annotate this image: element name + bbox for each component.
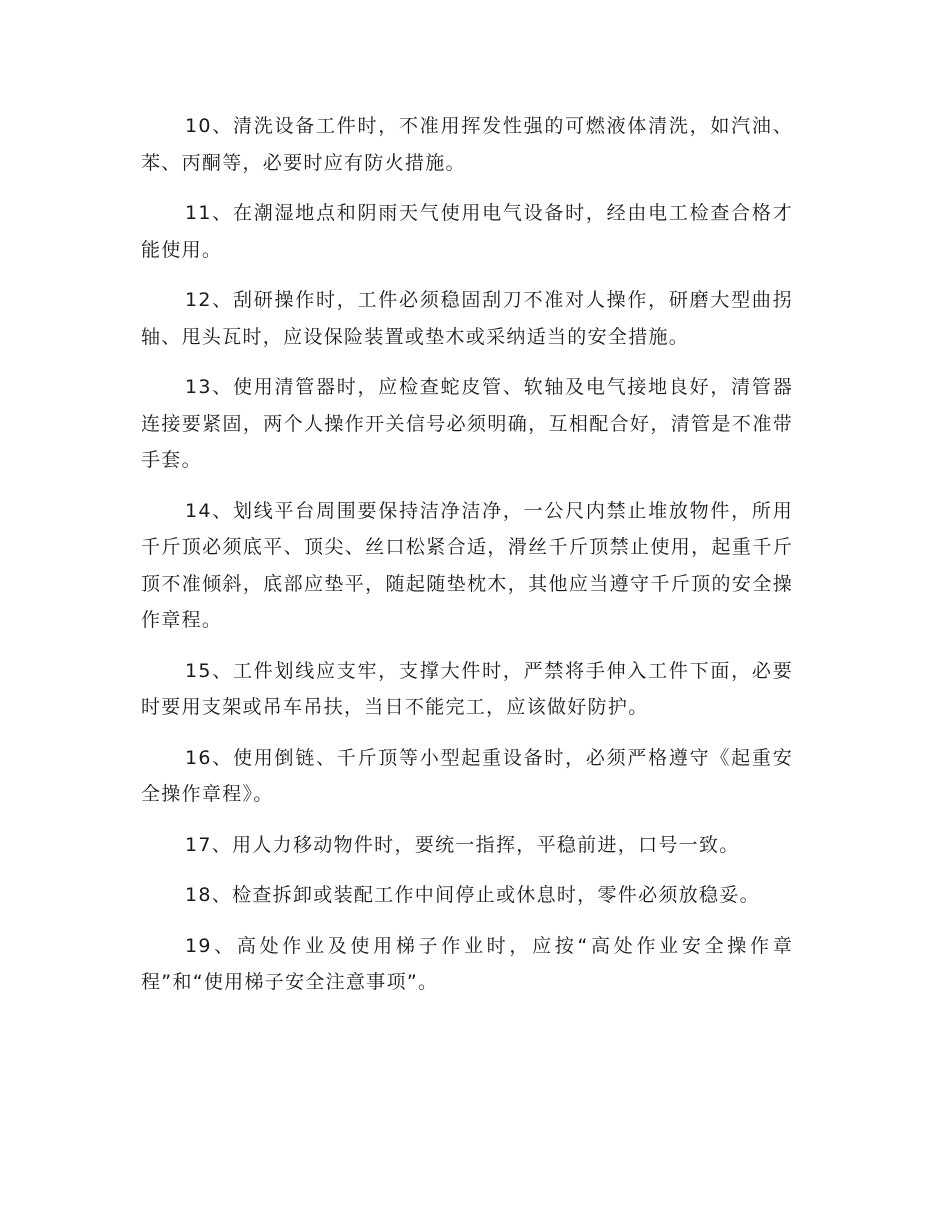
paragraph-item-16: 16、使用倒链、千斤顶等小型起重设备时，必须严格遵守《起重安全操作章程》。 bbox=[141, 746, 793, 805]
paragraph-item-19: 19、高处作业及使用梯子作业时，应按“高处作业安全操作章程”和“使用梯子安全注意事项”。 bbox=[141, 934, 793, 993]
paragraph-item-14: 14、划线平台周围要保持洁净洁净，一公尺内禁止堆放物件，所用千斤顶必须底平、顶尖、丝口松紧合适，滑丝千斤顶禁止使用，起重千斤顶不准倾斜，底部应垫平，随起随垫枕木，其他应当遵守千斤顶的安全操作章程。 bbox=[141, 499, 793, 631]
paragraph-item-15: 15、工件划线应支牢，支撑大件时，严禁将手伸入工件下面，必要时要用支架或吊车吊扶，当日不能完工，应该做好防护。 bbox=[141, 659, 793, 718]
document-body bbox=[141, 108, 793, 1015]
paragraph-item-17: 17、用人力移动物件时，要统一指挥，平稳前进，口号一致。 bbox=[185, 833, 740, 856]
paragraph-item-11: 11、在潮湿地点和阴雨天气使用电气设备时，经由电工检查合格才能使用。 bbox=[141, 202, 793, 261]
paragraph-item-18: 18、检查拆卸或装配工作中间停止或休息时，零件必须放稳妥。 bbox=[185, 884, 760, 906]
paragraph-item-10: 10、清洗设备工件时，不准用挥发性强的可燃液体清洗，如汽油、苯、丙酮等，必要时应有防火措施。 bbox=[141, 115, 793, 174]
paragraph-item-12: 12、刮研操作时，工件必须稳固刮刀不准对人操作，研磨大型曲拐轴、甩头瓦时，应设保险装置或垫木或采纳适当的安全措施。 bbox=[141, 289, 793, 348]
paragraph-item-13: 13、使用清管器时，应检查蛇皮管、软轴及电气接地良好，清管器连接要紧固，两个人操作开关信号必须明确，互相配合好，清管是不准带手套。 bbox=[141, 376, 793, 471]
